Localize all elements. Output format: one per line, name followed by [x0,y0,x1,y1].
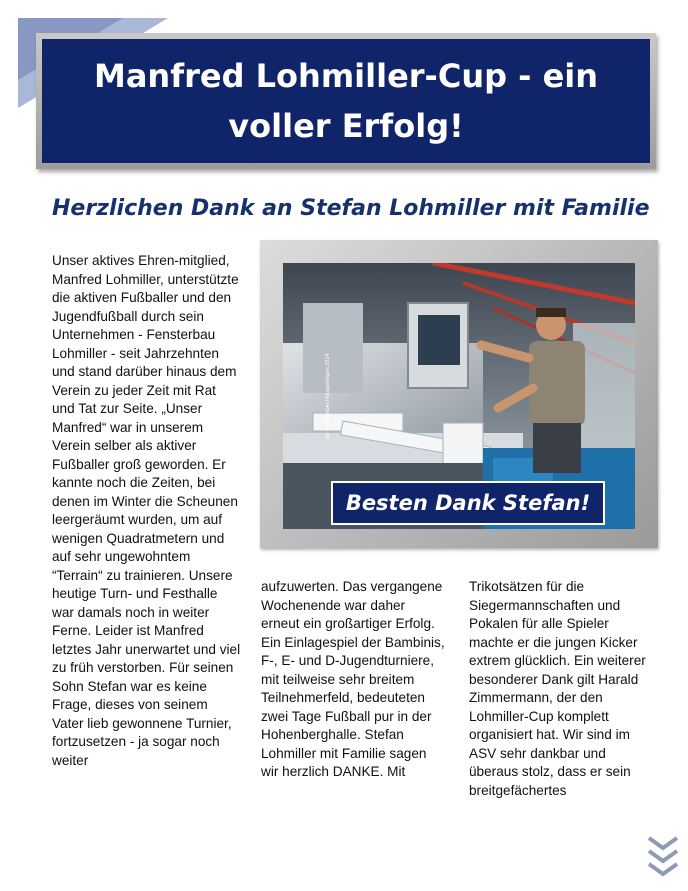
column-2-text: aufzuwerten. Das vergangene Wochenende war daher erneut ein großartiger Erfolg. Ein Einlagespiel der Bambinis, F-, E- und D-Jugendturniere, mit teilweise sehr breitem Teilnehmerfeld, bedeuteten zwei Tage Fußball pur in der Hohenberghalle. Stefan Lohmiller mit Familie sagen wir herzlich DANKE. Mit [261,579,445,779]
photo-caption: Besten Dank Stefan! [345,491,591,515]
factory-photo [283,263,635,529]
column-3-text: Trikotsätzen für die Siegermannschaften und Pokalen für alle Spieler machte er die jungen Kicker extrem glücklich. Ein weiterer besonderer Dank gilt Harald Zimmermann, der den Lohmiller-Cup komplett organisiert hat. Wir sind im ASV sehr dankbar und überaus stolz, dass er sein breitgefächertes [469,579,646,798]
title-box [42,39,650,163]
photo-frame [260,240,658,548]
column-1-text: Unser aktives Ehren-mitglied, Manfred Lohmiller, unterstützte die aktiven Fußballer und den Jugendfußball durch sein Unternehmen - Fensterbau Lohmiller - seit Jahrzehnten und stand darüber hinaus dem Verein zu jeder Zeit mit Rat und Tat zur Seite. „Unser Manfred“ war in unserem Verein selber als aktiver Fußballer groß geworden. Er kannte noch die Zeiten, bei denen im Winter die Scheunen leergeräumt wurden, um auf wenigen Quadratmetern und auf sehr ungewohntem “Terrain“ zu trainieren. Unsere heutige Turn- und Festhalle war damals noch in weiter Ferne. Leider ist Manfred letztes Jahr unerwartet und viel zu früh verstorben. Für seinen Sohn Stefan war es keine Frage, dieses von seinem Vater lieb gewonnene Turnier, fortzusetzen - ja sogar noch weiter [52,253,241,768]
text-column-3 [469,578,649,800]
text-column-1 [52,252,242,770]
photo-credit: by Foto Weber Holzgerlingen 2014 [325,353,331,439]
article-subtitle: Herzlichen Dank an Stefan Lohmiller mit Familie [52,196,650,221]
page-title: Manfred Lohmiller-Cup - ein voller Erfolg! [93,57,599,145]
photo-caption-banner [331,481,605,525]
title-frame [36,33,656,169]
triple-chevron-down-icon[interactable] [646,835,680,879]
text-column-2 [261,578,446,782]
